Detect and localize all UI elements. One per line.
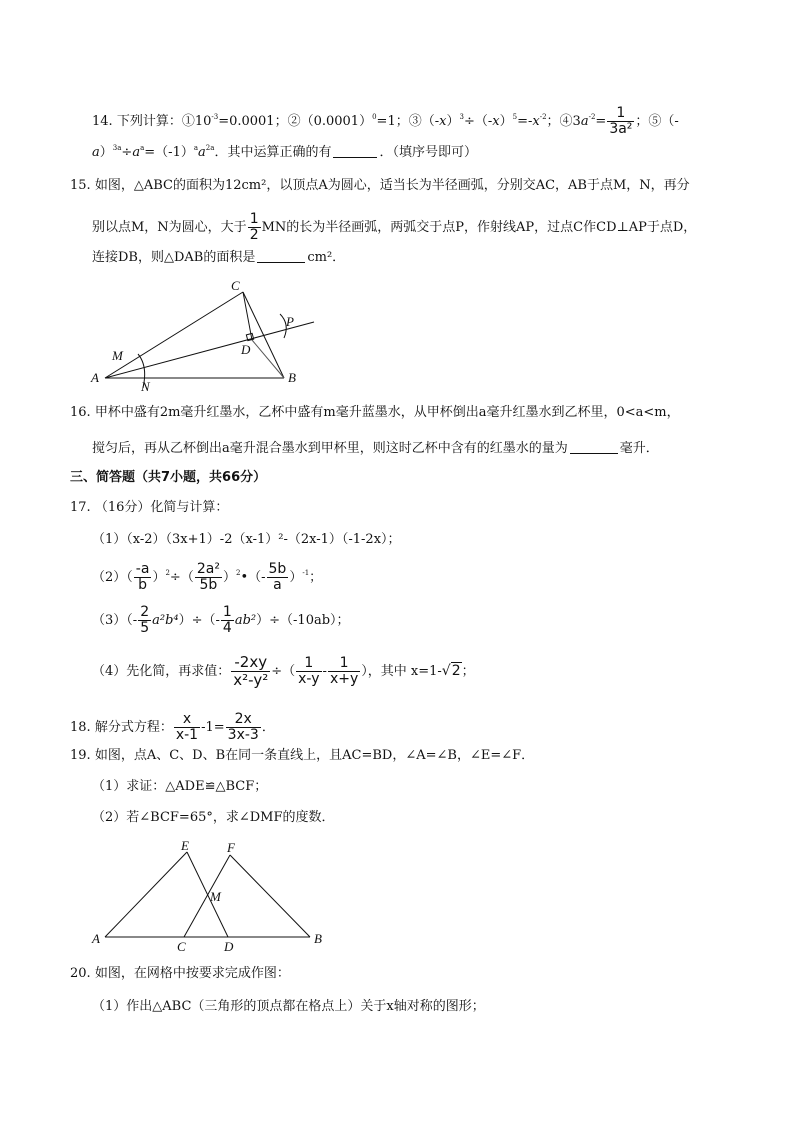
question-20-line-1: 20. 如图，在网格中按要求完成作图： <box>70 966 290 981</box>
label-b: B <box>314 931 322 946</box>
question-20-part-1: （1）作出△ABC（三角形的顶点都在格点上）关于x轴对称的图形； <box>92 999 485 1014</box>
section-heading: 三、简答题（共7小题，共66分） <box>70 470 267 485</box>
question-19-line-1: 19. 如图，点A、C、D、B在同一条直线上，且AC=BD，∠A=∠B，∠E=∠F． <box>70 748 535 763</box>
fraction: $\frac{1}{\text{3a²}}$ <box>609 105 633 137</box>
answer-blank[interactable] <box>333 143 377 158</box>
question-18: 18. 解分式方程： $\frac{x}{x-1}$ -1= $\frac{2x}{3x-3}$ ． <box>70 711 275 743</box>
question-16-line-2: 搅匀后，再从乙杯倒出a毫升混合墨水到甲杯里，则这时乙杯中含有的红墨水的量为 毫升． <box>92 441 659 456</box>
question-14-line-2: $a)^{3a}\div a^a=(-1)^aa^{2a}$．其中运算正确的有 ．（填序号即可） <box>92 144 477 160</box>
answer-blank[interactable] <box>257 248 305 263</box>
figure-overlapping-triangles <box>88 835 338 953</box>
label-c: C <box>231 278 240 293</box>
label-m: M <box>112 348 123 363</box>
answer-blank[interactable] <box>570 439 618 454</box>
label-d: D <box>224 939 234 953</box>
question-17-part-1: （1）（x-2）（3x+1）-2（x-1）²-（2x-1）（-1-2x）； <box>92 532 401 547</box>
question-19-part-1: （1）求证：△ADE≌△BCF； <box>92 779 268 794</box>
question-17-part-3: （3）（- $\frac{2}{5}$ a²b⁴）÷（- $\frac{1}{4}$ ab²）÷（-10ab）； <box>92 604 350 636</box>
square-root: √2 <box>441 663 461 679</box>
figure-triangle-abc-construction <box>88 278 328 393</box>
question-14-line-1: 14. 下列计算：$①10^{-3}=0.0001$；$②(0.0001)^0=1$；$③(-x)^3\div(-x)^5=-x^{-2}$；$④3a^{-2}=$ $\frac{1}{\text{3a²}}$ ；⑤（- <box>92 105 679 137</box>
question-15-line-2: 别以点M，N为圆心，大于 $\frac{1}{2}$ MN的长为半径画弧，两弧交于点P，作射线AP，过点C作CD⊥AP于点D， <box>92 211 697 243</box>
question-15-line-1: 15. 如图，△ABC的面积为12cm²，以顶点A为圆心，适当长为半径画弧，分别交AC，AB于点M，N，再分 <box>70 178 690 193</box>
label-b: B <box>288 370 296 385</box>
label-c: C <box>177 939 186 953</box>
label-d: D <box>241 342 251 357</box>
label-a: A <box>91 370 99 385</box>
label-a: A <box>92 931 100 946</box>
question-15-line-3: 连接DB，则△DAB的面积是 cm²． <box>92 250 346 265</box>
question-17-title: 17. （16分）化简与计算： <box>70 500 229 515</box>
question-17-part-2: （2）（ $\frac{-a}{b}$ ）$^2$÷（ $\frac{\text{2a²}}{5b}$ ）$^2$•（- $\frac{5b}{a}$ ）$^{-1}$； <box>92 561 323 593</box>
label-n: N <box>141 379 150 393</box>
question-17-part-4: （4）先化简，再求值： $\frac{-2xy}{\text{x²-y²}}$ ÷（ $\frac{1}{x-y}$ - $\frac{1}{x+y}$ ），其中 x=1-√2； <box>92 653 475 689</box>
label-e: E <box>181 838 189 853</box>
label-p: P <box>286 314 294 329</box>
fraction: $\frac{1}{2}$ <box>249 211 259 243</box>
question-16-line-1: 16. 甲杯中盛有2m毫升红墨水，乙杯中盛有m毫升蓝墨水，从甲杯倒出a毫升红墨水到乙杯里，0<a<m， <box>70 405 680 420</box>
label-f: F <box>227 840 235 855</box>
label-m: M <box>210 889 221 904</box>
question-19-part-2: （2）若∠BCF=65°，求∠DMF的度数． <box>92 810 335 825</box>
